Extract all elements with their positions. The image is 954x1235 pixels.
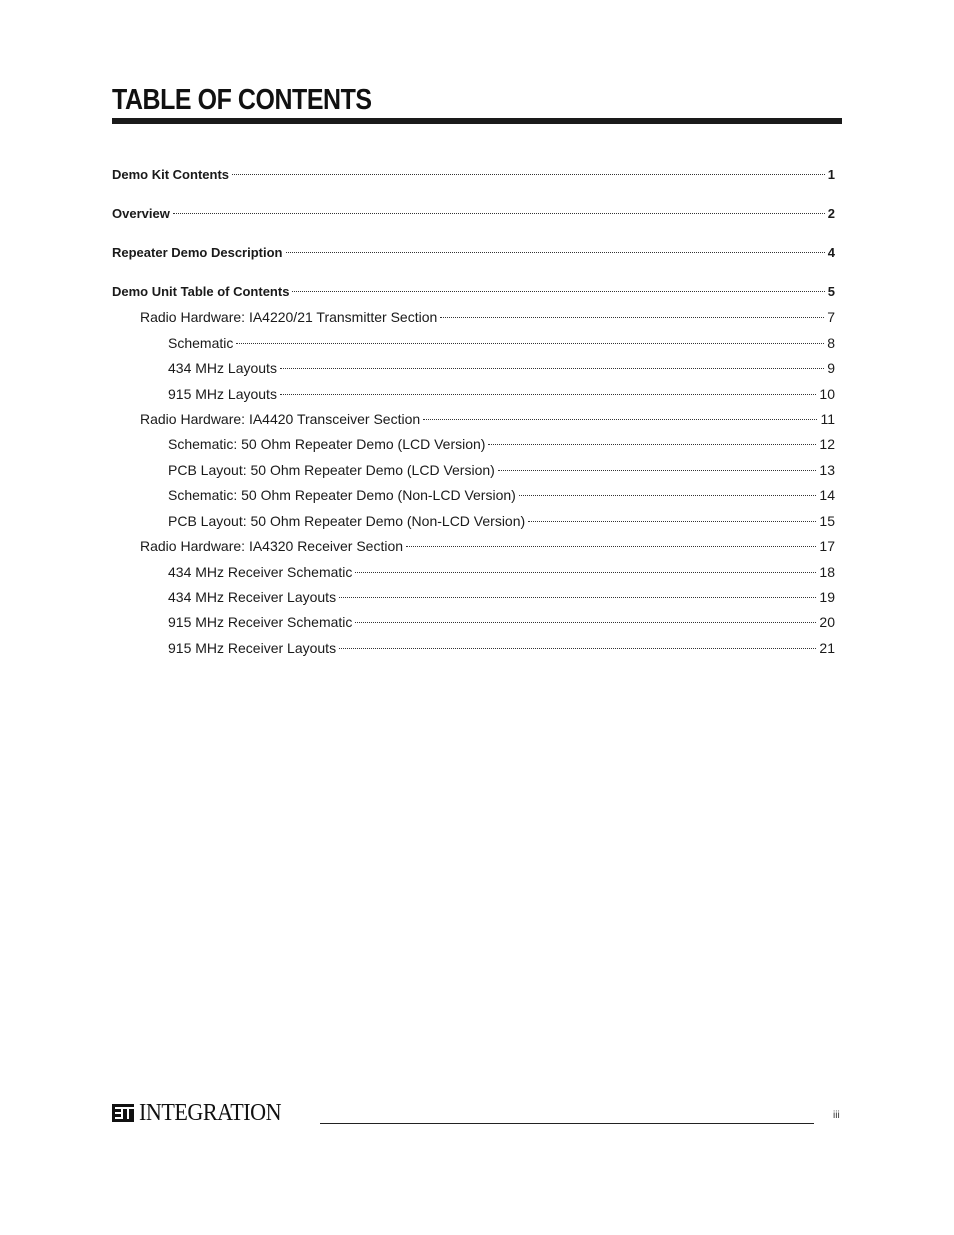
toc-entry-label: Schematic [168, 335, 234, 351]
toc-entry[interactable] [168, 435, 835, 453]
toc-entry[interactable] [168, 461, 835, 479]
toc-entry[interactable] [112, 205, 835, 223]
toc-dot-leader [286, 251, 825, 253]
logo-wordmark: INTEGRATION [139, 1100, 282, 1126]
toc-dot-leader [292, 290, 824, 292]
toc-dot-leader [440, 316, 824, 318]
toc-entry[interactable] [168, 359, 835, 377]
toc-entry[interactable] [168, 588, 835, 606]
toc-entry-label: 915 MHz Receiver Layouts [168, 640, 337, 656]
integration-logo [112, 1102, 293, 1124]
page-title: TABLE OF CONTENTS [112, 84, 372, 116]
toc-entry-label: PCB Layout: 50 Ohm Repeater Demo (Non-LCD Version) [168, 513, 526, 529]
toc-entry-page: 2 [827, 206, 835, 221]
toc-dot-leader [406, 545, 816, 547]
toc-entry-page: 1 [827, 167, 835, 182]
toc-dot-leader [232, 173, 825, 175]
toc-entry-page: 14 [819, 487, 835, 503]
toc-entry-page: 21 [819, 640, 835, 656]
footer-divider [320, 1123, 814, 1124]
toc-entry[interactable] [168, 512, 835, 530]
toc-entry-label: 915 MHz Layouts [168, 386, 277, 402]
toc-entry-label: Overview [112, 206, 170, 221]
toc-entry[interactable] [168, 563, 835, 581]
toc-entry[interactable] [112, 244, 835, 262]
toc-entry-page: 7 [827, 309, 835, 325]
toc-entry-page: 20 [819, 614, 835, 630]
toc-entry[interactable] [140, 537, 835, 555]
toc-entry-label: Radio Hardware: IA4320 Receiver Section [140, 538, 404, 554]
toc-dot-leader [488, 443, 816, 445]
toc-entry-page: 11 [820, 411, 835, 427]
toc-entry[interactable] [168, 639, 835, 657]
toc-entry[interactable] [168, 334, 835, 352]
toc-entry-label: Schematic: 50 Ohm Repeater Demo (Non-LCD Version) [168, 487, 516, 503]
toc-dot-leader [355, 571, 816, 573]
integration-logo-icon [112, 1102, 134, 1124]
toc-entry-label: Radio Hardware: IA4220/21 Transmitter Section [140, 309, 438, 325]
toc-dot-leader [528, 520, 816, 522]
toc-dot-leader [355, 621, 816, 623]
toc-entry[interactable] [112, 166, 835, 184]
toc-entry-page: 17 [819, 538, 835, 554]
toc-entry[interactable] [168, 486, 835, 504]
toc-entry-page: 4 [827, 245, 835, 260]
toc-entry-page: 18 [819, 564, 835, 580]
toc-entry-page: 8 [827, 335, 835, 351]
toc-entry-label: 915 MHz Receiver Schematic [168, 614, 353, 630]
toc-entry-page: 5 [827, 284, 835, 299]
toc-dot-leader [339, 647, 816, 649]
toc-dot-leader [236, 342, 824, 344]
title-divider [112, 118, 842, 124]
toc-entry[interactable] [112, 283, 835, 301]
toc-entry-page: 19 [819, 589, 835, 605]
toc-entry-label: Repeater Demo Description [112, 245, 283, 260]
toc-entry[interactable] [168, 613, 835, 631]
toc-entry-label: 434 MHz Receiver Layouts [168, 589, 337, 605]
toc-dot-leader [519, 494, 817, 496]
toc-dot-leader [498, 469, 817, 471]
toc-entry-page: 9 [827, 360, 835, 376]
toc-entry-page: 15 [819, 513, 835, 529]
toc-entry-label: Schematic: 50 Ohm Repeater Demo (LCD Version) [168, 436, 486, 452]
toc-entry-page: 13 [819, 462, 835, 478]
toc-dot-leader [280, 367, 824, 369]
toc-dot-leader [423, 418, 817, 420]
page-number: iii [833, 1110, 840, 1121]
toc-entry-label: Radio Hardware: IA4420 Transceiver Section [140, 411, 421, 427]
toc-entry-label: 434 MHz Receiver Schematic [168, 564, 353, 580]
toc-entry-page: 10 [819, 386, 835, 402]
toc-entry-label: Demo Unit Table of Contents [112, 284, 290, 299]
toc-entry-label: PCB Layout: 50 Ohm Repeater Demo (LCD Version) [168, 462, 495, 478]
toc-dot-leader [339, 596, 816, 598]
toc-dot-leader [280, 393, 816, 395]
toc-entry-page: 12 [819, 436, 835, 452]
toc-entry[interactable] [140, 308, 835, 326]
toc-entry[interactable] [168, 385, 835, 403]
toc-entry[interactable] [140, 410, 835, 428]
toc-entry-label: Demo Kit Contents [112, 167, 229, 182]
toc-entry-label: 434 MHz Layouts [168, 360, 277, 376]
toc-dot-leader [173, 212, 825, 214]
